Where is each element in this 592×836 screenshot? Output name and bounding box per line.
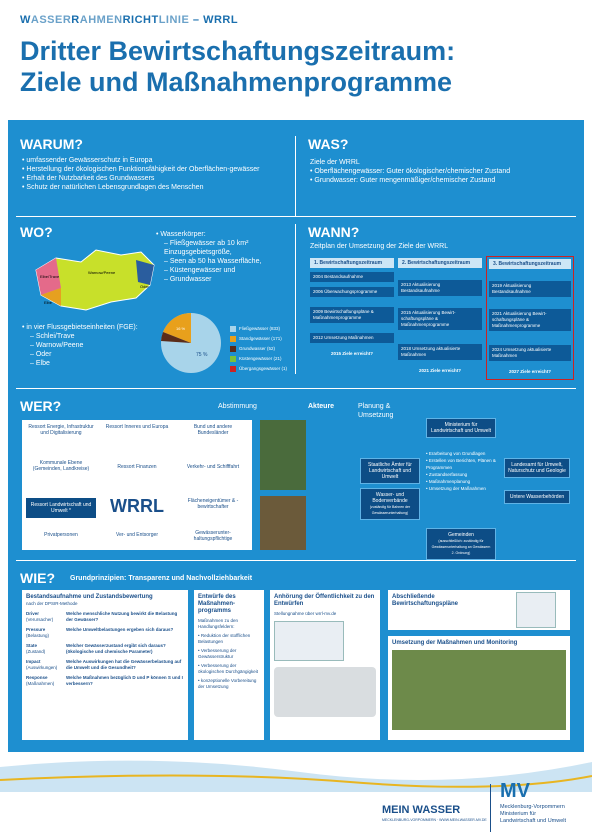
map-label: Elbe (44, 300, 53, 305)
pie-legend: Fließgewässer (833) Standgewässer (171) Grundwasser (52) Küstengewässer (21) Übergangsgewässer (1) (230, 324, 294, 374)
divider (295, 224, 296, 374)
akteure-grid: Ressort Energie, Infrastruktur und Digitalisierung Ressort Inneres und Europa Bund und andere Bundesländer Kommunale Ebene (Gemeinden, Landkreise) Ressort Finanzen Verkehr- und Schifffahrt Ressort Landwirtschaft und Umwelt * WRRL Flächeneigentümer & -bewirtschafter Privatpersonen Ver- und Entsorger Gewässerunter-haltungspflichtige (22, 420, 252, 550)
task-list: • Erarbeitung von Grundlagen • Erstellen von Berichten, Plänen & Programmen • Zustandserfassung • Maßnahmenplanung • Umsetzung der Maßnahmen (426, 450, 498, 492)
river-photo (392, 650, 566, 730)
dpsir-panel: Bestandsaufnahme und Zustandsbewertung nach der DPSIR-Methode Driver (Verursacher) Welche menschliche Nutzung bewirkt die Belastung der Gewässer? Pressure (Belastung) Welche Umweltbelastungen ergeben sich daraus? State (Zustand) Welcher Gewässerzustand ergibt sich daraus? (ökologische und chemische Parameter) Impact (Auswirkungen) Welche Auswirkungen hat die Gewässerbelastung auf die Umwelt und die Gesundheit? Response (Maßnahmen) Welche Maßnahmen bezüglich D und P können S und I verbessern? (22, 590, 188, 740)
akteure-label: Akteure (308, 403, 335, 410)
mv-map (26, 240, 161, 315)
meinwasser-logo: MEIN WASSER (382, 804, 461, 816)
was-title: WAS? (308, 136, 349, 152)
timeline-col-1: 1. Bewirtschaftungszeitraum 2004 Bestandsaufnahme 2006 Überwachungsprogramme 2009 Bewirtschaftungspläne & Maßnahmenprogramme 2012 Umsetzung Maßnahmen 2015 Ziele erreicht? (310, 258, 394, 356)
svg-text:16 %: 16 % (176, 326, 186, 331)
divider (490, 784, 491, 832)
divider (16, 216, 576, 217)
planung-label: Planung & Umsetzung (358, 403, 394, 419)
abstimmung-label: Abstimmung (218, 403, 257, 410)
wann-subtitle: Zeitplan der Umsetzung der Ziele der WRRL (310, 243, 449, 250)
massnahmen-panel: Entwürfe des Maßnahmen-programms Maßnahmen zu den Handlungsfeldern: • Reduktion der stofflichen Belastungen • Verbesserung der Gewässerstruktur • Verbesserung der ökologischen Durchgängigkeit • konzeptionelle Vorbereitung der Umsetzung (194, 590, 264, 740)
ditch-photo (260, 496, 306, 550)
bewirtschaftungsplaene-panel: Abschließende Bewirtschaftungspläne (388, 590, 570, 630)
anhoerung-panel: Anhörung der Öffentlichkeit zu den Entwürfen Stellungnahme über wrrl-mv.de (270, 590, 380, 740)
meinwasser-sub: MECKLENBURG-VORPOMMERN · WWW.MEIN-WASSER-MV.DE (382, 818, 487, 822)
main-panel: WARUM? • umfassender Gewässerschutz in Europa • Herstellung der ökologischen Funktionsfähigkeit der Oberflächen-gewässer • Erhalt der Nutzbarkeit des Grundwassers • Schutz der natürlichen Lebensgrundlagen des Menschen WAS? Ziele der WRRL • Oberflächengewässer: Guter ökologischer/chemischer Zustand • Grundwasser: Guter mengenmäßiger/chemischer Zustand WO? Elbe/Trave Warnow/Peene Oder Elbe • Wasserkörper: – Fließgewässer ab 10 km² Einzugsgebietsgröße, – Seen ab 50 ha Wasserfläche, – Küstengewässer und – Grundwasser • in vier Flussgebietseinheiten (FGE): – Schlei/Trave – Warnow/Peene – Oder – Elbe 75 % 16 % Fließgewässer (833) Standgewässer (171) Grundwasser (52) Küstengewässer (21) Übergangsgewässer (1) WANN? Zeitplan der Umsetzung der Ziele der WRRL 1. Bewirtschaftungszeitraum 2004 Bestandsaufnahme 2006 Überwachungsprogramme 2009 Bewirtschaftungspläne & Maßnahmenprogramme 2012 Umsetzung Maßnahmen 2015 Ziele erreicht? 2. Bewirtschaftungszeitraum 2013 Aktualisierung Bestandsaufnahme 2015 Aktualisierung Bewirt-schaftungspläne & Maßnahmenprogramme 2018 Umsetzung aktualisierte Maßnahmen 2021 Ziele erreicht? 3. Bewirtschaftungszeitraum 2019 Aktualisierung Bestandsaufnahme 2021 Aktualisierung Bewirt-schaftungspläne & Maßnahmenprogramme 2024 Umsetzung aktualisierte Maßnahmen 2027 Ziele erreicht? WER? Abstimmung Akteure Planung & Umsetzung Ressort Energie, Infrastruktur und Digitalisierung Ressort Inneres und Europa Bund und andere Bundesländer Kommunale Ebene (Gemeinden, Landkreise) Ressort Finanzen Verkehr- und Schifffahrt Ressort Landwirtschaft und Umwelt * WRRL Flächeneigentümer & -bewirtschafter Privatpersonen Ver- und Entsorger Gewässerunter-haltungspflichtige Ministerium für Landwirtschaft und Umwelt Staatliche Ämter für Landwirtschaft und Umwelt Wasser- und Bodenverbände (zuständig für Bahnen der Gewässerunterhaltung) Landesamt für Umwelt, Naturschutz und Geologie Untere Wasserbehörden Gemeinden (ausschließlich: zuständig für Gewässerunterhaltung an Gewässern 2. Ordnung) • Erarbeitung von Grundlagen • Erstellen von Berichten, Plänen & Programmen • Zustandserfassung • Maßnahmenplanung • Umsetzung der Maßnahmen WIE? Grundprinzipien: Transparenz und Nachvollziehbarkeit Bestandsaufnahme und Zustandsbewertung nach der DPSIR-Methode Driver (Verursacher) Welche menschliche Nutzung bewirkt die Belastung der Gewässer? Pressure (Belastung) Welche Umweltbelastungen ergeben sich daraus? State (Zustand) Welcher Gewässerzustand ergibt sich daraus? (ökologische und chemische Parameter) Impact (Auswirkungen) Welche Auswirkungen hat die Gewässerbelastung auf die Umwelt und die Gesundheit? Response (Maßnahmen) Welche Maßnahmen bezüglich D und P können S und I verbessern? Entwürfe des Maßnahmen-programms Maßnahmen zu den Handlungsfeldern: • Reduktion der stofflichen Belastungen • Verbesserung der Gewässerstruktur • Verbesserung der ökologischen Durchgängigkeit • konzeptionelle Vorbereitung der Umsetzung Anhörung der Öffentlichkeit zu den Entwürfen Stellungnahme über wrrl-mv.de Abschließende Bewirtschaftungspläne Umsetzung der Maßnahmen und Monitoring (8, 120, 584, 752)
map-label: Elbe/Trave (40, 274, 60, 279)
lock-photo (260, 420, 306, 490)
divider (16, 560, 576, 561)
poster-kicker: WASSERRAHMENRICHTLINIE – WRRL (20, 14, 239, 26)
map-label: Oder (140, 284, 149, 289)
was-list: Ziele der WRRL • Oberflächengewässer: Guter ökologischer/chemischer Zustand • Grundwasser: Guter mengenmäßiger/chemischer Zustand (310, 158, 570, 185)
fge-list: • in vier Flussgebietseinheiten (FGE): – Schlei/Trave – Warnow/Peene – Oder – Elbe (22, 323, 142, 368)
wie-principle: Grundprinzipien: Transparenz und Nachvollziehbarkeit (70, 575, 253, 582)
wie-title: WIE? (20, 570, 55, 586)
wann-title: WANN? (308, 224, 360, 240)
poster-title: Dritter Bewirtschaftungszeitraum: Ziele und Maßnahmenprogramme (20, 36, 456, 97)
wo-title: WO? (20, 224, 53, 240)
timeline-col-2: 2. Bewirtschaftungszeitraum 2013 Aktualisierung Bestandsaufnahme 2015 Aktualisierung Bewirt-schaftungspläne & Maßnahmenprogramme 2018 Umsetzung aktualisierte Maßnahmen 2021 Ziele erreicht? (398, 258, 482, 373)
warum-title: WARUM? (20, 136, 83, 152)
report-thumbnail (516, 592, 556, 628)
wer-title: WER? (20, 398, 62, 414)
website-thumbnail (274, 621, 344, 661)
timeline-col-3: 3. Bewirtschaftungszeitraum 2019 Aktualisierung Bestandsaufnahme 2021 Aktualisierung Bewirt-schaftungspläne & Maßnahmenprogramme 2024 Umsetzung aktualisierte Maßnahmen 2027 Ziele erreicht? (486, 256, 574, 380)
people-figures-icon (274, 667, 376, 717)
divider (16, 388, 576, 389)
warum-list: • umfassender Gewässerschutz in Europa • Herstellung der ökologischen Funktionsfähigkeit der Oberflächen-gewässer • Erhalt der Nutzbarkeit des Grundwassers • Schutz der natürlichen Lebensgrundlagen des Menschen (22, 156, 282, 192)
mv-logo: MV (500, 780, 530, 802)
wk-list: • Wasserkörper: – Fließgewässer ab 10 km² Einzugsgebietsgröße, – Seen ab 50 ha Wasserfläche, – Küstengewässer und – Grundwasser (156, 230, 286, 284)
mv-text: Mecklenburg-Vorpommern Ministerium für Landwirtschaft und Umwelt (500, 804, 567, 824)
wk-pie-chart (156, 308, 226, 378)
map-label: Warnow/Peene (88, 270, 116, 275)
umsetzung-panel: Umsetzung der Maßnahmen und Monitoring (388, 636, 570, 740)
divider (295, 136, 296, 216)
svg-text:75 %: 75 % (196, 352, 208, 358)
